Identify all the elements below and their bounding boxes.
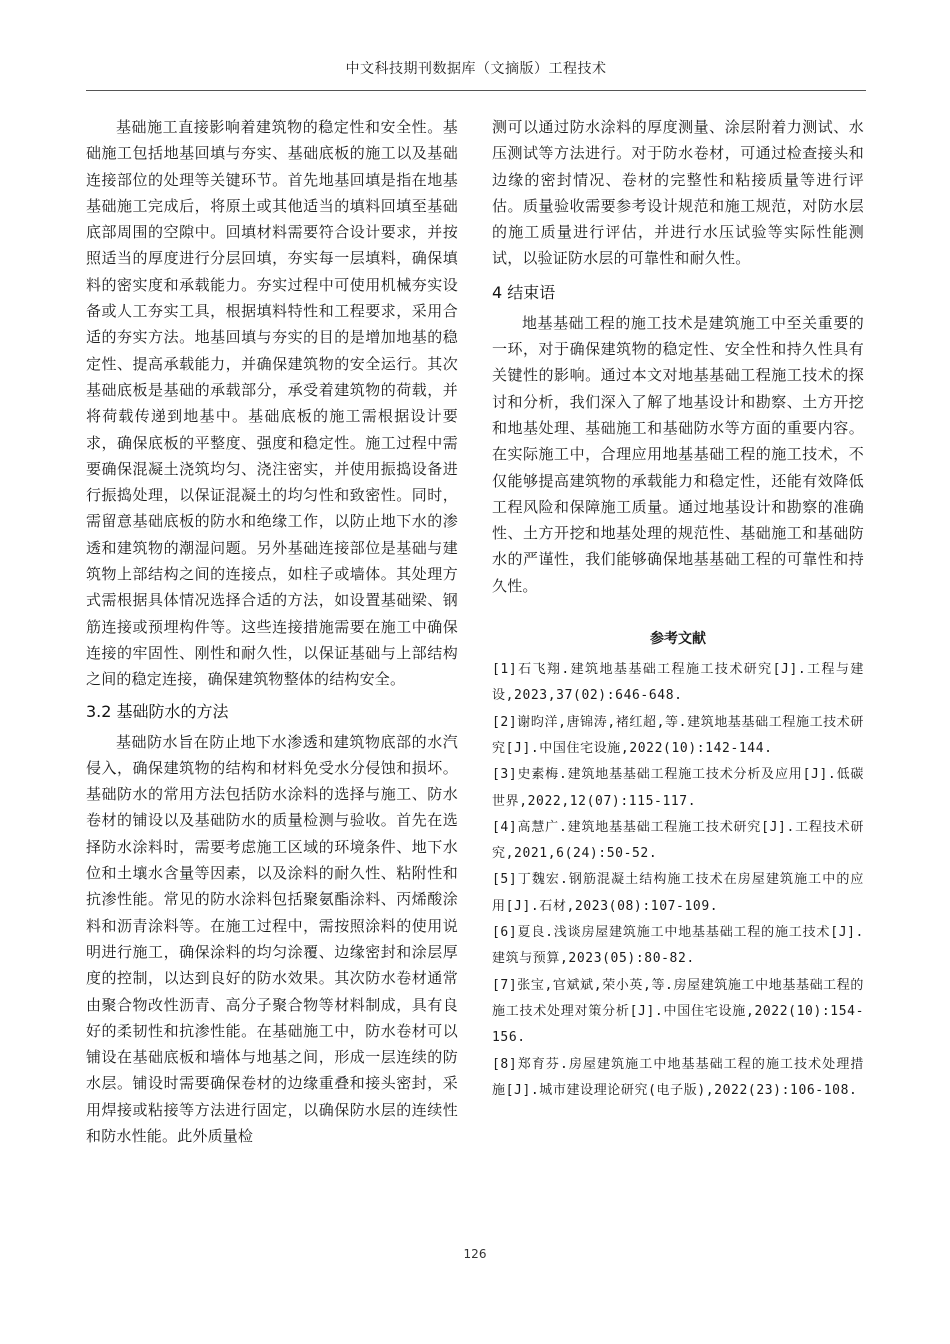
paragraph-foundation-construction: 基础施工直接影响着建筑物的稳定性和安全性。基础施工包括地基回填与夯实、基础底板的施工以及基础连接部位的处理等关键环节。首先地基回填是指在地基基础施工完成后，将原土或其他适当的填料回填至基础底部周围的空隙中。回填材料需要符合设计要求，并按照适当的厚度进行分层回填，夯实每一层填料，确保填料的密实度和承载能力。夯实过程中可使用机械夯实设备或人工夯实工具，根据填料特性和工程要求，采用合适的夯实方法。地基回填与夯实的目的是增加地基的稳定性、提高承载能力，并确保建筑物的安全运行。其次基础底板是基础的承载部分，承受着建筑物的荷载，并将荷载传递到地基中。基础底板的施工需根据设计要求，确保底板的平整度、强度和稳定性。施工过程中需要确保混凝土浇筑均匀、浇注密实，并使用振捣设备进行振捣处理，以保证混凝土的均匀性和致密性。同时，需留意基础底板的防水和绝缘工作，以防止地下水的渗透和建筑物的潮湿问题。另外基础连接部位是基础与建筑物上部结构之间的连接点，如柱子或墙体。其处理方式需根据具体情况选择合适的方法，如设置基础梁、钢筋连接或预埋构件等。这些连接措施需要在施工中确保连接的牢固性、刚性和耐久性，以保证基础与上部结构之间的稳定连接，确保建筑物整体的结构安全。: [86, 118, 458, 689]
section-heading-3-2: 3.2 基础防水的方法: [86, 701, 229, 721]
paragraph-quality-inspection: 测可以通过防水涂料的厚度测量、涂层附着力测试、水压测试等方法进行。对于防水卷材，可通过检查接头和边缘的密封情况、卷材的完整性和粘接质量等进行评估。质量验收需要参考设计规范和施工规范，对防水层的施工质量进行评估，并进行水压试验等实际性能测试，以验证防水层的可靠性和耐久性。: [492, 118, 864, 268]
reference-item: [6]夏良.浅谈房屋建筑施工中地基基础工程的施工技术[J].建筑与预算,2023(05):80-82.: [492, 925, 864, 967]
references-title: 参考文献: [650, 631, 706, 648]
reference-item: [5]丁魏宏.钢筋混凝土结构施工技术在房屋建筑施工中的应用[J].石材,2023(08):107-109.: [492, 872, 864, 914]
paragraph-conclusion: 地基基础工程的施工技术是建筑施工中至关重要的一环，对于确保建筑物的稳定性、安全性和持久性具有关键性的影响。通过本文对地基基础工程施工技术的探讨和分析，我们深入了解了地基设计和勘察、土方开挖和地基处理、基础施工和基础防水等方面的重要内容。在实际施工中，合理应用地基基础工程的施工技术，不仅能够提高建筑物的承载能力和稳定性，还能有效降低工程风险和保障施工质量。通过地基设计和勘察的准确性、土方开挖和地基处理的规范性、基础施工和基础防水的严谨性，我们能够确保地基基础工程的可靠性和持久性。: [492, 313, 864, 595]
reference-item: [7]张宝,官斌斌,荣小英,等.房屋建筑施工中地基基础工程的施工技术处理对策分析[J].中国住宅设施,2022(10):154-156.: [492, 977, 864, 1046]
references-list: [492, 657, 864, 1104]
reference-item: [8]郑育芬.房屋建筑施工中地基基础工程的施工技术处理措施[J].城市建设理论研究(电子版),2022(23):106-108.: [492, 1056, 864, 1098]
reference-item: [1]石飞翔.建筑地基基础工程施工技术研究[J].工程与建设,2023,37(02):646-648.: [492, 662, 864, 704]
reference-item: [3]史素梅.建筑地基基础工程施工技术分析及应用[J].低碳世界,2022,12(07):115-117.: [492, 767, 864, 809]
section-heading-4: 4 结束语: [492, 282, 556, 302]
reference-item: [4]高慧广.建筑地基基础工程施工技术研究[J].工程技术研究,2021,6(24):50-52.: [492, 819, 864, 862]
paragraph-foundation-waterproofing: 基础防水旨在防止地下水渗透和建筑物底部的水汽侵入，确保建筑物的结构和材料免受水分侵蚀和损坏。基础防水的常用方法包括防水涂料的选择与施工、防水卷材的铺设以及基础防水的质量检测与验收。首先在选择防水涂料时，需要考虑施工区域的环境条件、地下水位和土壤水含量等因素，以及涂料的耐久性、粘附性和抗渗性能。常见的防水涂料包括聚氨酯涂料、丙烯酸涂料和沥青涂料等。在施工过程中，需按照涂料的使用说明进行施工，确保涂料的均匀涂覆、边缘密封和涂层厚度的控制，以达到良好的防水效果。其次防水卷材通常由聚合物改性沥青、高分子聚合物等材料制成，具有良好的柔韧性和抗渗性能。在基础施工中，防水卷材可以铺设在基础底板和墙体与地基之间，形成一层连续的防水层。铺设时需要确保卷材的边缘重叠和接头密封，采用焊接或粘接等方法进行固定，以确保防水层的连续性和防水性能。此外质量检: [86, 732, 458, 1145]
header-divider: [86, 90, 866, 91]
left-column: [86, 114, 458, 1149]
right-column: [492, 114, 864, 1104]
reference-item: [2]谢昀洋,唐锦涛,褚红超,等.建筑地基基础工程施工技术研究[J].中国住宅设施,2022(10):142-144.: [492, 714, 864, 756]
journal-header: 中文科技期刊数据库（文摘版）工程技术: [345, 61, 607, 77]
page-number: 126: [463, 1247, 487, 1261]
